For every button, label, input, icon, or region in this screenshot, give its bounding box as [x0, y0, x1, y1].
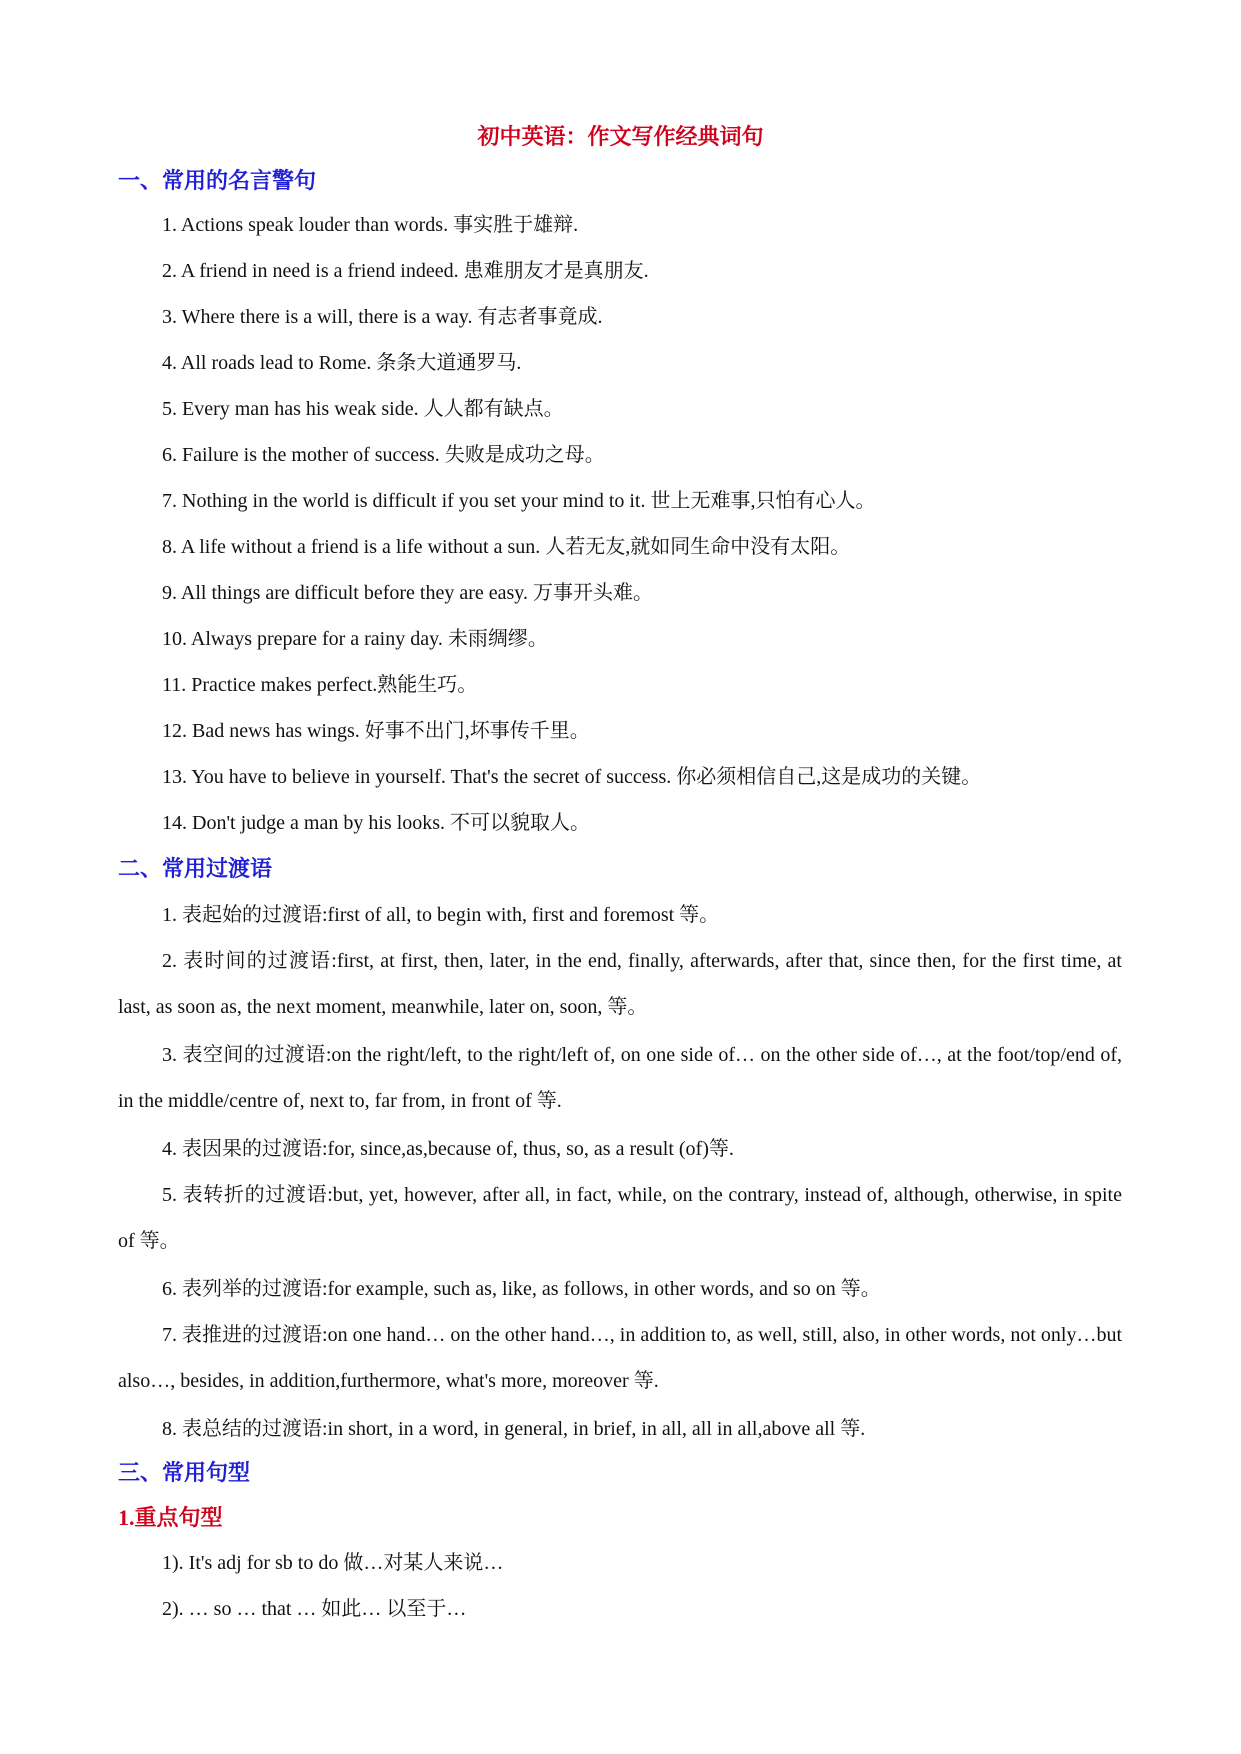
- quote-item: 8. A life without a friend is a life without a sun. 人若无友,就如同生命中没有太阳。: [162, 536, 851, 558]
- quote-item: 10. Always prepare for a rainy day. 未雨绸缪。: [162, 628, 548, 650]
- pattern-item: 2). … so … that … 如此… 以至于…: [162, 1598, 467, 1620]
- quote-item: 12. Bad news has wings. 好事不出门,坏事传千里。: [162, 720, 590, 742]
- section-heading-quotes: 一、常用的名言警句: [118, 168, 317, 193]
- quote-item: 1. Actions speak louder than words. 事实胜于雄辩.: [162, 214, 579, 236]
- transition-item: 2. 表时间的过渡语:first, at first, then, later, in the end, finally, afterwards, after that, since then, for the first time, at last, as soon as, the next moment, meanwhile, later on, soon, 等。: [118, 950, 1122, 1018]
- transition-item: 3. 表空间的过渡语:on the right/left, to the right/left of, on one side of… on the other side of…, at the foot/top/end of, in the middle/centre of, next to, far from, in front of 等.: [118, 1044, 1122, 1112]
- subsection-heading-key-patterns: 1.重点句型: [118, 1505, 223, 1530]
- quote-item: 9. All things are difficult before they are easy. 万事开头难。: [162, 582, 653, 604]
- quote-item: 4. All roads lead to Rome. 条条大道通罗马.: [162, 352, 522, 374]
- transition-item: 1. 表起始的过渡语:first of all, to begin with, first and foremost 等。: [162, 904, 720, 926]
- quote-item: 14. Don't judge a man by his looks. 不可以貌取人。: [162, 812, 591, 834]
- transition-item: 6. 表列举的过渡语:for example, such as, like, as follows, in other words, and so on 等。: [162, 1278, 881, 1300]
- quote-item: 13. You have to believe in yourself. That's the secret of success. 你必须相信自己,这是成功的关键。: [162, 766, 982, 788]
- pattern-item: 1). It's adj for sb to do 做…对某人来说…: [162, 1552, 504, 1574]
- quote-item: 11. Practice makes perfect.熟能生巧。: [162, 674, 478, 696]
- section-heading-sentence-patterns: 三、常用句型: [118, 1460, 251, 1485]
- quote-item: 7. Nothing in the world is difficult if you set your mind to it. 世上无难事,只怕有心人。: [162, 490, 876, 512]
- transition-item: 5. 表转折的过渡语:but, yet, however, after all, in fact, while, on the contrary, instead of, although, otherwise, in spite of 等。: [118, 1184, 1122, 1252]
- quote-item: 6. Failure is the mother of success. 失败是成功之母。: [162, 444, 605, 466]
- quote-item: 3. Where there is a will, there is a way. 有志者事竟成.: [162, 306, 603, 328]
- transition-item: 8. 表总结的过渡语:in short, in a word, in general, in brief, in all, all in all,above all 等.: [162, 1418, 866, 1440]
- quote-item: 2. A friend in need is a friend indeed. 患难朋友才是真朋友.: [162, 260, 649, 282]
- document-title: 初中英语：作文写作经典词句: [477, 124, 764, 149]
- section-heading-transitions: 二、常用过渡语: [118, 856, 273, 881]
- transition-item: 4. 表因果的过渡语:for, since,as,because of, thus, so, as a result (of)等.: [162, 1138, 734, 1160]
- transition-item: 7. 表推进的过渡语:on one hand… on the other hand…, in addition to, as well, still, also, in other words, not only…but also…, besides, in addition,furthermore, what's more, moreover 等.: [118, 1324, 1122, 1392]
- quote-item: 5. Every man has his weak side. 人人都有缺点。: [162, 398, 564, 420]
